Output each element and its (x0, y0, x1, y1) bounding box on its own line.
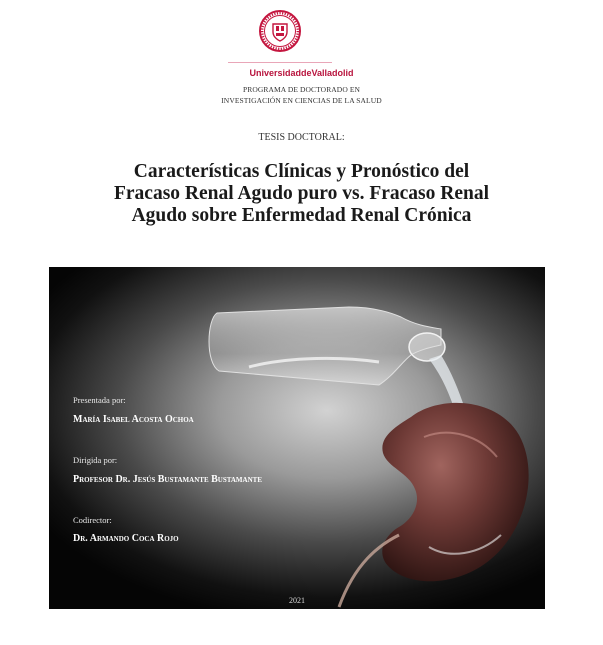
thesis-title-line: Agudo sobre Enfermedad Renal Crónica (131, 205, 472, 226)
codirector-name: Dr. Armando Coca Rojo (73, 533, 179, 544)
program-line-2: INVESTIGACIÓN EN CIENCIAS DE LA SALUD (221, 96, 382, 105)
university-name: UniversidaddeValladolid (249, 68, 354, 78)
thesis-title-line: Características Clínicas y Pronóstico del (133, 161, 470, 182)
university-seal-logo (259, 10, 301, 52)
director-name: Profesor Dr. Jesús Bustamante Bustamante (73, 474, 262, 485)
publication-year: 2021 (289, 596, 305, 605)
codirector-label: Codirector: (73, 515, 112, 525)
thesis-label: TESIS DOCTORAL: (258, 132, 345, 143)
thesis-title (50, 161, 553, 227)
header-divider (228, 62, 332, 63)
program-line-1: PROGRAMA DE DOCTORADO EN (242, 85, 361, 94)
presenter-label: Presentada por: (73, 395, 126, 405)
thesis-title-line: Fracaso Renal Agudo puro vs. Fracaso Renal (113, 183, 490, 204)
kidney-bottle-illustration (49, 267, 545, 609)
cover-image-panel (49, 267, 545, 609)
presenter-name: María Isabel Acosta Ochoa (73, 414, 194, 425)
director-label: Dirigida por: (73, 455, 118, 465)
